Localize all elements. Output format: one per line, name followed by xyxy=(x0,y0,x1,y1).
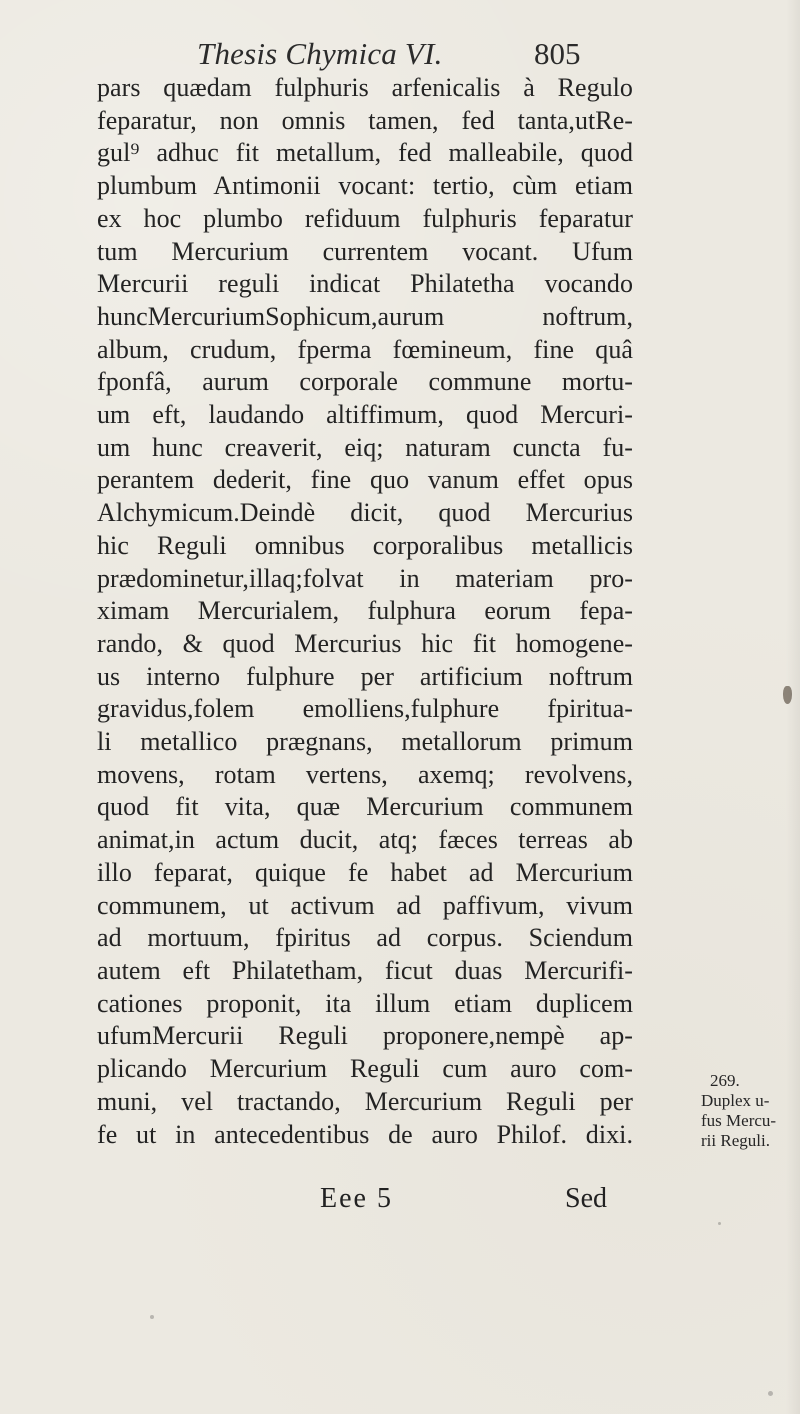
text-line: li metallico prægnans, metallorum primum xyxy=(97,727,633,757)
text-line: album, crudum, fperma fœmineum, fine quâ xyxy=(97,334,633,364)
marginal-note-line: fus Mercu- xyxy=(701,1111,777,1130)
ink-stain xyxy=(783,686,792,704)
text-line: movens, rotam vertens, axemq; revolvens, xyxy=(97,759,633,789)
paper-speck xyxy=(718,1222,721,1225)
text-line: animat,in actum ducit, atq; fæces terreas ab xyxy=(97,825,633,855)
text-line: gul⁹ adhuc fit metallum, fed malleabile, quod xyxy=(97,138,633,168)
text-line: ex hoc plumbo refiduum fulphuris feparatur xyxy=(97,203,633,233)
text-line: um eft, laudando altiffimum, quod Mercuri- xyxy=(97,400,633,430)
text-line: autem eft Philatetham, ficut duas Mercurifi- xyxy=(97,955,633,985)
text-line: huncMercuriumSophicum,aurum noftrum, xyxy=(97,301,633,331)
text-line: Mercurii reguli indicat Philatetha vocando xyxy=(97,269,633,299)
text-line: gravidus,folem emolliens,fulphure fpiritua- xyxy=(97,694,633,724)
text-line: feparatur, non omnis tamen, fed tanta,utRe- xyxy=(97,105,633,135)
text-line: um hunc creaverit, eiq; naturam cuncta fu- xyxy=(97,432,633,462)
text-line: fe ut in antecedentibus de auro Philof. dixi. xyxy=(97,1119,633,1149)
text-line: Alchymicum.Deindè dicit, quod Mercurius xyxy=(97,498,633,528)
text-line: pars quædam fulphuris arfenicalis à Regulo xyxy=(97,73,633,102)
marginal-note-line: Duplex u- xyxy=(701,1091,770,1110)
text-line: plicando Mercurium Reguli cum auro com- xyxy=(97,1054,633,1084)
text-line: communem, ut activum ad paffivum, vivum xyxy=(97,890,633,920)
text-line: ufumMercurii Reguli proponere,nempè ap- xyxy=(97,1021,633,1051)
text-line: illo feparat, quique fe habet ad Mercurium xyxy=(97,857,633,887)
signature-mark: Eee 5 xyxy=(320,1183,393,1214)
text-line: perantem dederit, fine quo vanum effet opus xyxy=(97,465,633,495)
text-line: prædominetur,illaq;folvat in materiam pro- xyxy=(97,563,633,593)
text-line: hic Reguli omnibus corporalibus metallicis xyxy=(97,530,633,560)
page-footer xyxy=(0,1183,800,1219)
text-line: quod fit vita, quæ Mercurium communem xyxy=(97,792,633,822)
marginal-note xyxy=(701,1071,795,1151)
text-line: cationes proponit, ita illum etiam duplicem xyxy=(97,988,633,1018)
text-line: muni, vel tractando, Mercurium Reguli per xyxy=(97,1086,633,1116)
catchword: Sed xyxy=(565,1183,607,1214)
text-line: ad mortuum, fpiritus ad corpus. Sciendum xyxy=(97,923,633,953)
text-line: plumbum Antimonii vocant: tertio, cùm etiam xyxy=(97,171,633,201)
marginal-note-number: 269. xyxy=(710,1071,740,1090)
running-head: Thesis Chymica VI. xyxy=(197,36,443,71)
text-line: us interno fulphure per artificium noftrum xyxy=(97,661,633,691)
paper-speck xyxy=(150,1315,154,1319)
main-text-block xyxy=(97,72,633,1151)
text-line: tum Mercurium currentem vocant. Ufum xyxy=(97,236,633,266)
marginal-note-line: rii Reguli. xyxy=(701,1131,770,1150)
text-line: rando, & quod Mercurius hic fit homogene- xyxy=(97,628,633,658)
paper-speck xyxy=(768,1391,773,1396)
text-line: ximam Mercurialem, fulphura eorum fepa- xyxy=(97,596,633,626)
page-number: 805 xyxy=(534,36,581,71)
text-line: fponfâ, aurum corporale commune mortu- xyxy=(97,367,633,397)
